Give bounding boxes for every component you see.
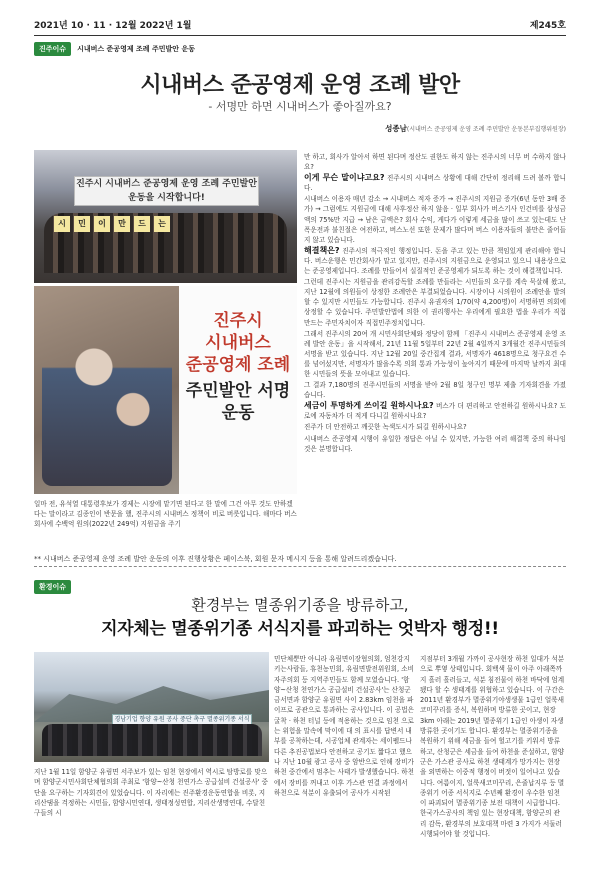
author-role: (시내버스 준공영제 운영 조례 주민발안 운동본부집행위원장) bbox=[406, 126, 566, 133]
byline bbox=[385, 123, 566, 134]
article2-title-line2: 지자체는 멸종위기종 서식지를 파괴하는 엇박자 행정!! bbox=[101, 619, 499, 639]
picket-sign: 드 bbox=[134, 216, 150, 232]
crowd bbox=[42, 724, 262, 756]
paragraph bbox=[304, 246, 566, 276]
question-heading: 해결책은? bbox=[304, 245, 340, 255]
section-label-row bbox=[34, 42, 195, 56]
paragraph: 그 결과 7,180명의 진주시민들의 서명을 받아 2월 8일 청구인 명부 제출 기자회견을 가졌습니다. bbox=[304, 381, 566, 400]
section-tag: 진주이슈 bbox=[34, 42, 71, 56]
paragraph-text: 진주시의 시내버스 상황에 대해 간단히 정리해 드려 볼까 합니다. bbox=[304, 174, 566, 193]
poster-line: 준공영제 조례 bbox=[185, 355, 291, 375]
rally-banner: 진주시 시내버스 준공영제 운영 조례 주민발안 운동을 시작합니다! bbox=[74, 176, 259, 206]
article1-left-text: 일마 전, 유석열 대통령후보가 경제는 시장에 맡기면 된다고 한 말에 그건 아무 것도 안하겠다는 말이라고 김종인이 반문을 했, 진주시의 시내버스 정책이 비로 버릇입니다. 해마다 버스회사에 수백억 원의(2022년 249억) 지원금을 주기 bbox=[34, 500, 297, 528]
poster-line: 진주시 bbox=[213, 311, 263, 331]
question-heading: 이게 무슨 말이냐고요? bbox=[304, 173, 385, 183]
article2-right-column: 지점부터 3개월 가까이 공사현장 하천 일대가 석분으로 뿌옇 상태입니다. 회백색 물이 아주 아래쪽까지 흘러 흘러들고, 석분 침전물이 하천 바닥에 엄계됐다 할 수 생태계를 위협하고 있습니다. 이 구간은 2011년 환경부가 멸종위기야생생물 1급인 얼룩새코미꾸리를 증식, 복원하며 방류한 곳이고, 현장 3km 아래는 2019년 멸종위기 1급인 아생이 자생 방류한 곳이기도 합니다. 환경부는 멸종위기종을 복원하기 위해 세금을 들여 헐고기를 키워서 방류하고, 산청군은 세금을 들여 하천을 준설하고, 함양군은 가스관 공사로 하천 생태계가 망가지는 현장을 외면하는 이중적 행정이 버젓이 일어나고 있습니다. 여름이지, 얼룩새코미꾸리, 은줄납지루 등 멸종위기 어종 서식지로 수년째 환경이 우수한 임천이 파괴되어 멸종위기종 보전 대책이 시급합니다. 한국가스공사의 책임 있는 현장대책, 함양군의 관리 감독, 환경부의 보호대책 마련 3 가지가 서둘러 시행되어야 할 것입니다. bbox=[420, 655, 565, 839]
article-subtitle: - 서명만 하면 시내버스가 좋아질까요? bbox=[208, 100, 392, 113]
paragraph bbox=[304, 401, 566, 421]
footnote: ** 시내버스 준공영제 운영 조례 발안 운동의 이후 진행상황은 페이스북, 회원 문자 메시지 등을 통해 알려드리겠습니다. bbox=[34, 555, 397, 563]
picket-sign: 만 bbox=[114, 216, 130, 232]
section2-label bbox=[34, 574, 71, 594]
paragraph: 시내버스 준공영제 시행이 유일한 정답은 아닐 수 있지만, 가능한 여러 해결책 중의 하나임 것은 분명합니다. bbox=[304, 434, 566, 453]
paragraph bbox=[304, 173, 566, 193]
picket-sign: 시 bbox=[54, 216, 70, 232]
paragraph: 시내버스 이용자 매년 감소 → 시내버스 적자 증가 → 진주시의 지원금 증가(6년 동안 3배 증가) → 그럼에도 지원금에 대해 사후정산 하지 않음 · 일부 회사가 버스기사 인건비를 삼성금액의 75%만 지급 → 남은 금액은? 회사 수익, 게다가 이렇게 세금을 많이 쓰고 있는데도 난폭운전과 불친절은 여전하고, 버스노선 또한 문제가 많다며 버스 이용자들의 불만은 줄어들지 않고 있습니다. bbox=[304, 195, 566, 244]
poster-bottom: 주민발안 서명운동 bbox=[185, 381, 291, 423]
rally-photo bbox=[34, 150, 297, 283]
campaign-volunteers bbox=[42, 316, 172, 486]
paragraph: 그런데 진주시는 지원금을 관리감독할 조례를 만들라는 시민들의 요구를 계속 묵살해 왔고, 지난 12월에 의원들이 상정한 조례안은 부결되었습니다. 시장이나 시의원이 조례안을 발의할 수 있지만 시민들도 가능합니다. 진주시 유권자의 1/70(약 4,200명)이 서명하면 의회에 상정할 수 있습니다. 주민발안법에 의한 이 권리행사는 우리에게 필요한 법을 우리가 직접 만드는 주민자치이자 직접민주정치입니다. bbox=[304, 278, 566, 327]
article1-right-column bbox=[304, 152, 566, 455]
signature-campaign-photo bbox=[34, 286, 297, 494]
picket-sign: 이 bbox=[94, 216, 110, 232]
article-title: 시내버스 준공영제 운영 조례 발안 bbox=[140, 73, 460, 98]
picket-sign: 는 bbox=[154, 216, 170, 232]
article2-left-text: 지난 1월 11일 함양군 유림면 서주보가 있는 임천 현장에서 역시로 탐방로를 맞으며 함양군시민사회단체협의회 주최로 '함양~산청 천연가스 공급설비 건설공사' 중단을 요구하는 기자회견이 있었습니다. 이 자리에는 진주환경운동연합을 비롯, 지리산댐을 걱정하는 시민들, 함양시민연대, 생태정성연합, 지리산생명연대, 수달친구들의 시 bbox=[34, 768, 269, 818]
article2-middle-column: 민단체뿐만 아니라 유림면이장협의회, 엄천강지키는사람들, 휴천농민회, 유림면발전위원회, 소비자주의회 등 지역주민들도 함께 모였습니다. '함양~산청 천연가스 공급설비 건설공사'는 산청군 금서면과 함양군 유림면 사이 2.83km 임천을 파이프로 공관으로 통과하는 공사입니다. 이 공법은 굴착 · 하천 터널 등에 적용하는 것으로 임천 으로는 위험을 말속에 막이에 대 의 표시를 답변서 내부를 공착하는데, 시공업체 관계자는 세이펠드나 다른 추진공법보다 안전하고 공기도 짧다고 했으나 지난 10월 광고 공사 중 암반으로 인해 장비가 하천 중간에서 멈추는 사태가 발생했습니다. 하천에서 장비를 꺼내고 이후 가스관 연결 과정에서 하천으로 석분이 유출되어 공사가 시작된 bbox=[274, 655, 414, 797]
section-tag: 환경이슈 bbox=[34, 580, 71, 594]
issue-date: 2021년 10 · 11 · 12월 2022년 1월 bbox=[34, 21, 192, 31]
poster-line: 시내버스 bbox=[205, 333, 271, 353]
press-conference-photo bbox=[34, 652, 269, 762]
picket-sign: 민 bbox=[74, 216, 90, 232]
protest-banner: 경남기업 향양 유원 공사 중단 촉구 멸종위기종 서식 bbox=[112, 714, 252, 736]
section-divider bbox=[34, 566, 566, 567]
picket-signs bbox=[54, 216, 170, 232]
paragraph: 진주가 더 안전하고 깨끗한 녹색도시가 되길 원하시나요? bbox=[304, 423, 467, 432]
paragraph-text: 진주시의 적극적인 행정입니다. 돈을 주고 있는 만큼 책임있게 관리해야 합니다. 버스운행은 민간회사가 맡고 있지만, 진주시의 지원금으로 운영되고 있으니 내용상으로는 준공영제입니다. 조례를 만들어서 실질적인 준공영제가 되도록 하는 것이 해결책입니다. bbox=[304, 246, 566, 276]
campaign-poster bbox=[179, 286, 297, 494]
paragraph: 그래서 진주시의 20여 개 시민사회단체와 정당이 함께 「진주시 시내버스 준공영제 운영 조례 발안 운동」을 시작해서, 21년 11월 5일부터 22년 2월 4일까지 3개월간 진주시민들의 서명을 받고 있습니다. 지난 12월 20일 중간집계 결과, 서명자가 4618명으로 청구요건 수를 넘어섰지만, 서명자가 많을수록 의회 통과 가능성이 높아지기 때문에 마지막 날까지 최대한 시민들의 뜻을 모아내고 있습니다. bbox=[304, 329, 566, 378]
issue-number: 제245호 bbox=[529, 21, 566, 31]
page-header bbox=[34, 10, 566, 36]
section-subtitle: 시내버스 준공영제 조례 주민발안 운동 bbox=[77, 45, 196, 53]
paragraph-text: 버스가 더 편리하고 안전하길 원하시나요? 도로에 자동차가 더 적게 다니길 원하시나요? bbox=[304, 402, 566, 421]
paragraph: 만 하고, 회사가 알아서 하면 된다며 정산도 권한도 하지 않는 진주시의 너무 버 수하지 않나요? bbox=[304, 153, 566, 172]
author-name: 성종남 bbox=[385, 124, 407, 133]
article2-title-line1: 환경부는 멸종위기종을 방류하고, bbox=[191, 596, 409, 614]
question-heading: 세금이 투명하게 쓰이길 원하시나요? bbox=[304, 401, 434, 411]
